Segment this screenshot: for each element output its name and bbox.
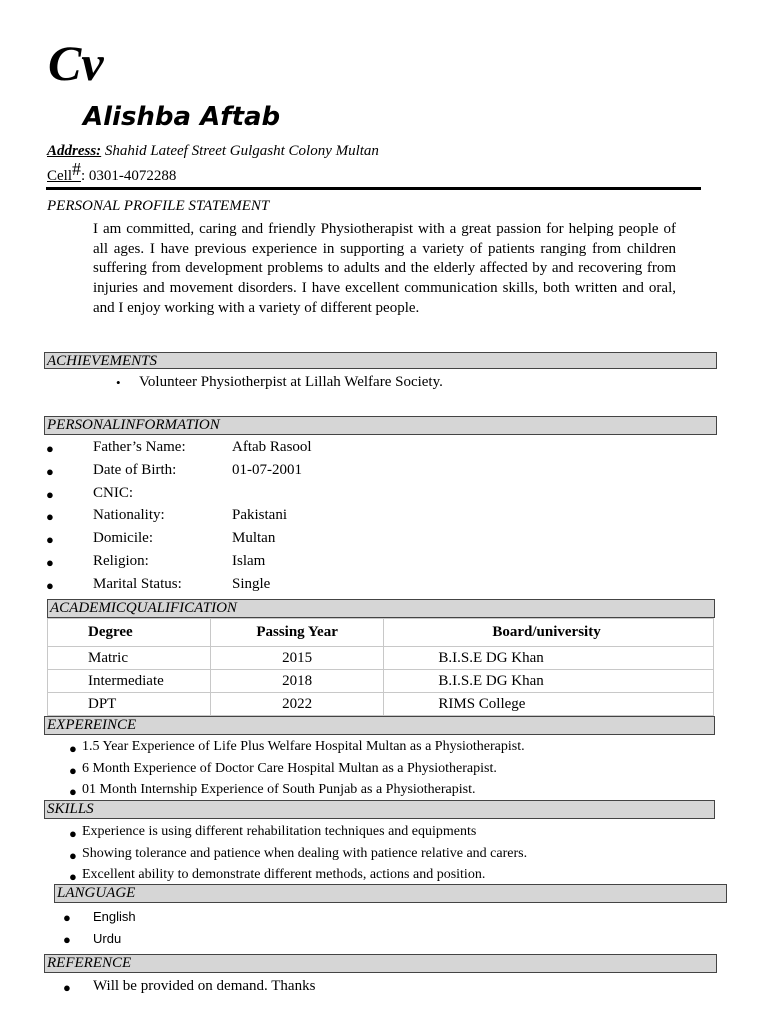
bullet-icon: ● xyxy=(46,441,54,456)
personal-label: Domicile: xyxy=(93,530,153,546)
personal-label: CNIC: xyxy=(93,485,134,501)
personal-label: Religion: xyxy=(93,553,149,569)
profile-text: I am committed, caring and friendly Physiotherapist with a great passion for helping people of all ages. I have previous experience in supporting a variety of patients ranging from children suffering from development problems to adults and the elderly affected by and recovering from injuries and movement disorders. I have excellent communication skills, both written and oral, and I enjoy working with a variety of different people. xyxy=(93,221,676,316)
cell-hash: # xyxy=(72,159,81,179)
table-cell: RIMS College xyxy=(384,693,714,716)
bullet-icon: ● xyxy=(46,487,54,502)
experience-heading: EXPEREINCE xyxy=(44,716,715,735)
experience-item: 6 Month Experience of Doctor Care Hospital Multan as a Physiotherapist. xyxy=(82,761,497,776)
achievements-heading: ACHIEVEMENTS xyxy=(44,352,717,369)
experience-item: 01 Month Internship Experience of South Punjab as a Physiotherapist. xyxy=(82,782,476,797)
cell-label-text: Cell xyxy=(47,168,72,184)
table-row xyxy=(48,670,714,693)
column-header: Degree xyxy=(48,619,211,647)
header-divider xyxy=(46,187,701,190)
table-cell: 2022 xyxy=(210,693,384,716)
bullet-icon: ● xyxy=(69,784,77,799)
language-heading: LANGUAGE xyxy=(54,884,727,903)
table-cell: DPT xyxy=(48,693,211,716)
bullet-icon: ● xyxy=(46,532,54,547)
table-row xyxy=(48,693,714,716)
bullet-icon: • xyxy=(116,375,121,390)
bullet-icon: ● xyxy=(46,464,54,479)
reference-item: Will be provided on demand. Thanks xyxy=(93,978,316,994)
reference-heading: REFERENCE xyxy=(44,954,717,973)
candidate-name: Alishba Aftab xyxy=(83,102,281,132)
personal-label: Nationality: xyxy=(93,507,165,523)
personal-value: Islam xyxy=(232,553,266,569)
experience-item: 1.5 Year Experience of Life Plus Welfare Hospital Multan as a Physiotherapist. xyxy=(82,739,525,754)
personal-value: Aftab Rasool xyxy=(232,439,312,455)
table-header-row xyxy=(48,619,714,647)
academic-heading: ACADEMICQUALIFICATION xyxy=(47,599,715,618)
personal-value: Single xyxy=(232,576,271,592)
academic-table xyxy=(47,618,714,716)
table-cell: 2018 xyxy=(210,670,384,693)
bullet-icon: ● xyxy=(46,509,54,524)
column-header: Passing Year xyxy=(210,619,384,647)
cv-title: Cv xyxy=(48,35,104,91)
bullet-icon: ● xyxy=(69,869,77,884)
table-cell: Intermediate xyxy=(48,670,211,693)
profile-heading: PERSONAL PROFILE STATEMENT xyxy=(47,198,270,214)
skills-item: Excellent ability to demonstrate different methods, actions and position. xyxy=(82,867,486,882)
personal-value: Pakistani xyxy=(232,507,287,523)
bullet-icon: ● xyxy=(63,980,71,995)
skills-item: Experience is using different rehabilitation techniques and equipments xyxy=(82,824,477,839)
language-item: English xyxy=(93,909,136,924)
bullet-icon: ● xyxy=(63,910,71,925)
personal-label: Father’s Name: xyxy=(93,439,186,455)
skills-heading: SKILLS xyxy=(44,800,715,819)
bullet-icon: ● xyxy=(46,555,54,570)
cell-line xyxy=(47,159,177,185)
language-item: Urdu xyxy=(93,931,122,946)
achievement-item: Volunteer Physiotherpist at Lillah Welfare Society. xyxy=(139,374,443,390)
address-line xyxy=(47,143,379,160)
table-cell: B.I.S.E DG Khan xyxy=(384,647,714,670)
table-cell: B.I.S.E DG Khan xyxy=(384,670,714,693)
bullet-icon: ● xyxy=(69,741,77,756)
address-label: Address: xyxy=(47,143,102,159)
bullet-icon: ● xyxy=(69,826,77,841)
address-value: Shahid Lateef Street Gulgasht Colony Multan xyxy=(104,143,379,159)
column-header: Board/university xyxy=(384,619,714,647)
cell-label xyxy=(47,159,81,184)
table-cell: 2015 xyxy=(210,647,384,670)
bullet-icon: ● xyxy=(69,848,77,863)
bullet-icon: ● xyxy=(63,932,71,947)
cell-colon: : xyxy=(81,168,86,184)
bullet-icon: ● xyxy=(69,763,77,778)
personal-label: Date of Birth: xyxy=(93,462,177,478)
personal-label: Marital Status: xyxy=(93,576,182,592)
cell-value: 0301-4072288 xyxy=(88,168,177,184)
bullet-icon: ● xyxy=(46,578,54,593)
table-cell: Matric xyxy=(48,647,211,670)
personal-value: Multan xyxy=(232,530,276,546)
skills-item: Showing tolerance and patience when dealing with patience relative and carers. xyxy=(82,846,528,861)
personal-value: 01-07-2001 xyxy=(232,462,302,478)
personal-info-heading: PERSONALINFORMATION xyxy=(44,416,717,435)
table-row xyxy=(48,647,714,670)
